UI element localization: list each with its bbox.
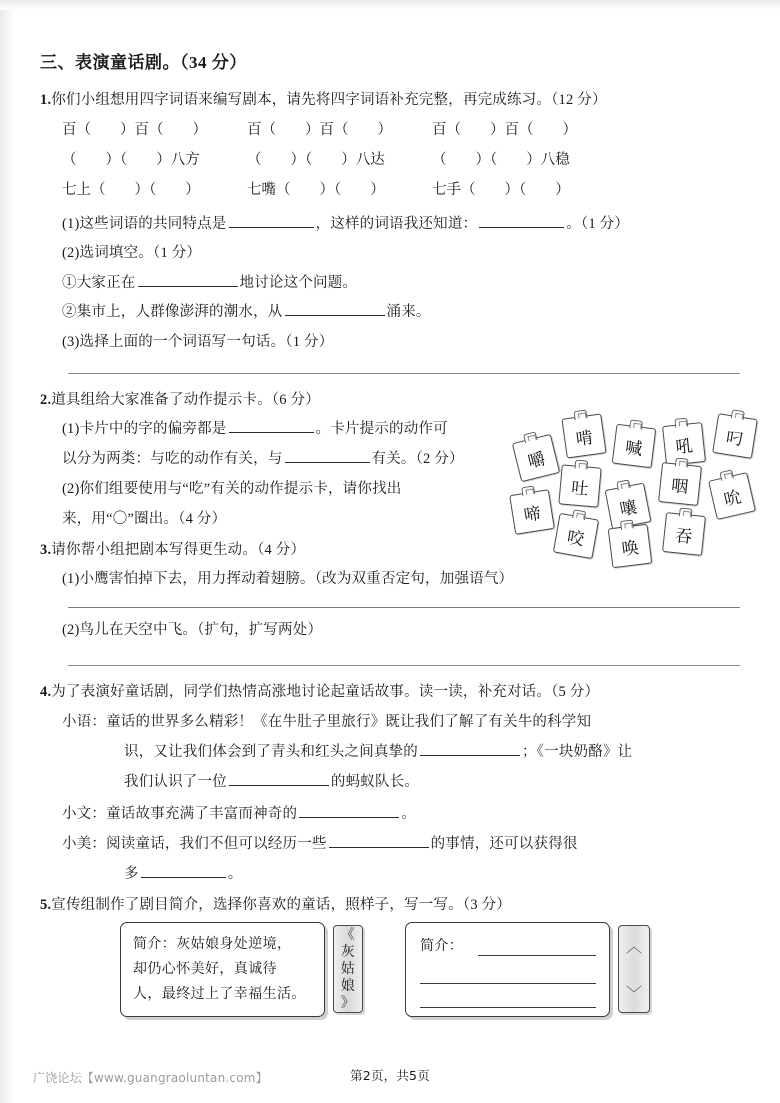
- character-card-label: 喊: [624, 437, 644, 460]
- answer-blank[interactable]: [141, 864, 226, 878]
- question-2-sub-2-line-1: (2)你们组要使用与“吃”有关的动作提示卡，请你找出: [62, 481, 402, 497]
- sample-intro-box: [120, 922, 325, 1017]
- action-character-cards: [512, 404, 762, 564]
- character-card-label: 吞: [674, 525, 694, 548]
- paper-clip-icon: [674, 418, 688, 428]
- q4-s1-l3-b: 的蚂蚁队长。: [330, 774, 420, 790]
- answer-intro-box[interactable]: [405, 922, 610, 1017]
- character-card[interactable]: [608, 524, 653, 569]
- writing-rule[interactable]: [68, 373, 740, 374]
- paper-clip-icon: [573, 409, 587, 420]
- answer-line[interactable]: [478, 955, 596, 956]
- q2-s1-l2-a: 以分为两类：与吃的动作有关，与: [62, 451, 283, 467]
- dialogue-line-xiaoyu-1: [62, 710, 591, 731]
- character-card-label: 咽: [670, 475, 690, 498]
- question-1-stem-text: 你们小组想用四字词语来编写剧本，请先将四字词语补充完整，再完成练习。（12 分）: [51, 92, 607, 108]
- question-3-stem: [40, 538, 305, 559]
- question-2-stem: [40, 388, 320, 409]
- phrase-row-1: [62, 118, 617, 139]
- title-char: 姑: [340, 961, 356, 977]
- q1-sub1-text-a: (1)这些词语的共同特点是: [62, 216, 227, 232]
- phrase-row-2: [62, 148, 617, 169]
- sample-intro-text: [121, 923, 324, 1007]
- answer-line[interactable]: [68, 607, 740, 608]
- question-2-stem-text: 道具组给大家准备了动作提示卡。（6 分）: [51, 392, 320, 408]
- character-card[interactable]: [658, 462, 702, 506]
- answer-blank[interactable]: [329, 834, 429, 848]
- phrase-cell: 百（ ）百（ ）: [62, 122, 207, 138]
- paper-clip-icon: [675, 457, 689, 467]
- question-1-sub-2-item-2: [62, 300, 431, 321]
- q4-s3-l1-a: 阅读童话，我们不但可以经历一些: [106, 836, 327, 852]
- question-1-stem: [40, 88, 607, 109]
- character-card[interactable]: [662, 512, 706, 556]
- title-char: 《: [340, 927, 356, 943]
- paper-clip-icon: [629, 419, 643, 430]
- question-4-number: 4.: [40, 684, 52, 700]
- speaker-xiaoyu: 小语：: [62, 714, 107, 730]
- chevron-down-icon: ﹀: [625, 984, 642, 1003]
- character-card-label: 唤: [620, 537, 640, 560]
- character-card-label: 吼: [674, 435, 694, 458]
- paper-clip-icon: [719, 469, 734, 481]
- character-card[interactable]: [553, 513, 599, 559]
- dialogue-line-xiaoyu-3: [124, 770, 419, 791]
- q1-s2-i2-a: ②集市上，人群像澎湃的潮水，从: [62, 304, 283, 320]
- paper-clip-icon: [523, 431, 538, 443]
- sample-line-1: 简介：灰姑娘身处逆境，: [133, 937, 292, 952]
- page-top-shadow: [0, 0, 780, 10]
- answer-blank[interactable]: [229, 419, 314, 433]
- paper-clip-icon: [731, 409, 745, 420]
- title-char: 》: [340, 995, 356, 1011]
- section-title: 三、表演童话剧。（34 分）: [40, 53, 247, 72]
- dialogue-line-xiaomei-2: [124, 862, 242, 883]
- phrase-cell: 百（ ）百（ ）: [247, 122, 392, 138]
- speaker-xiaowen: 小文：: [62, 806, 107, 822]
- paper-clip-icon: [575, 459, 589, 469]
- q2-s1-l1-a: (1)卡片中的字的偏旁都是: [62, 421, 227, 437]
- q4-s3-l2-a: 多: [124, 866, 139, 882]
- answer-blank[interactable]: [229, 772, 329, 786]
- q4-s1-l2-a: 识，又让我们体会到了青头和红头之间真挚的: [124, 744, 418, 760]
- question-1-sub-3: (3)选择上面的一个词语写一句话。（1 分）: [62, 334, 334, 350]
- phrase-cell: （ ）（ ）八达: [247, 152, 385, 168]
- character-card[interactable]: [512, 434, 560, 482]
- answer-blank[interactable]: [138, 273, 238, 287]
- character-card-label: 吮: [722, 486, 744, 511]
- phrase-cell: 七手（ ）（ ）: [432, 182, 570, 198]
- character-card[interactable]: [712, 413, 758, 459]
- paper-clip-icon: [620, 519, 634, 530]
- question-3-number: 3.: [40, 542, 52, 558]
- answer-blank[interactable]: [299, 804, 399, 818]
- question-4-stem: [40, 680, 599, 701]
- dialogue-line-xiaomei-1: [62, 832, 578, 853]
- question-3-sub-1: (1)小鹰害怕掉下去，用力挥动着翅膀。（改为双重否定句，加强语气）: [62, 571, 514, 587]
- phrase-row-3: [62, 178, 617, 199]
- question-1-sub-2-item-1: [62, 271, 357, 292]
- q4-s3-l2-b: 。: [227, 866, 243, 882]
- question-5-stem-text: 宣传组制作了剧目简介，选择你喜欢的童话，照样子，写一写。（3 分）: [51, 897, 512, 913]
- dialogue-line-xiaoyu-2: [124, 740, 632, 761]
- q2-s1-l1-b: 。卡片提示的动作可: [315, 421, 448, 437]
- phrase-cell: 七嘴（ ）（ ）: [247, 182, 385, 198]
- answer-blank[interactable]: [479, 214, 564, 228]
- answer-line[interactable]: [420, 1007, 596, 1008]
- footer-page-number: 第2页，共5页: [350, 1068, 430, 1083]
- character-card-label: 啃: [574, 427, 595, 450]
- phrase-cell: （ ）（ ）八方: [62, 152, 200, 168]
- paper-clip-icon: [521, 485, 535, 496]
- chevron-up-icon: ︿: [625, 937, 642, 956]
- paper-clip-icon: [572, 509, 586, 520]
- title-char: 灰: [340, 944, 356, 960]
- q1-s2-i1-b: 地讨论这个问题。: [239, 275, 358, 291]
- question-3-sub-2: (2)鸟儿在天空中飞。（扩句，扩写两处）: [62, 622, 323, 638]
- q4-s1-l3-a: 我们认识了一位: [124, 774, 227, 790]
- character-card[interactable]: [708, 472, 756, 520]
- q1-sub1-text-b: ，这样的词语我还知道：: [315, 216, 478, 232]
- character-card[interactable]: [561, 413, 606, 458]
- question-2-number: 2.: [40, 392, 52, 408]
- answer-box-label: 简介：: [420, 939, 464, 954]
- q4-s2-l1-a: 童话故事充满了丰富而神奇的: [106, 806, 298, 822]
- phrase-cell: 百（ ）百（ ）: [432, 122, 577, 138]
- paper-clip-icon: [679, 507, 693, 517]
- character-card-label: 嚷: [618, 497, 639, 520]
- q1-s2-i2-b: 涌来。: [386, 304, 431, 320]
- q4-s2-l1-b: 。: [401, 806, 416, 822]
- sample-line-3: 人，最终过上了幸福生活。: [133, 987, 306, 1002]
- character-card-label: 啼: [522, 503, 543, 526]
- phrase-cell: （ ）（ ）八稳: [432, 152, 570, 168]
- character-card-label: 咬: [565, 527, 586, 550]
- question-1-sub-1: [62, 212, 629, 233]
- page-left-shadow: [0, 0, 14, 1103]
- answer-blank[interactable]: [285, 449, 370, 463]
- answer-blank[interactable]: [285, 302, 385, 316]
- footer-watermark: 广饶论坛【www.guangraoluntan.com】: [33, 1071, 268, 1085]
- question-5-number: 5.: [40, 897, 52, 913]
- title-char: 娘: [340, 978, 356, 994]
- character-card-label: 叼: [724, 427, 745, 450]
- q1-s2-i1-a: ①大家正在: [62, 275, 136, 291]
- speaker-xiaomei: 小美：: [62, 836, 107, 852]
- question-2-sub-1-line-1: [62, 417, 448, 438]
- character-card-label: 嚼: [525, 448, 548, 473]
- character-card-label: 吐: [570, 477, 590, 500]
- dialogue-line-xiaowen: [62, 802, 416, 823]
- character-card[interactable]: [509, 489, 555, 535]
- answer-line[interactable]: [420, 983, 596, 984]
- question-3-stem-text: 请你帮小组把剧本写得更生动。（4 分）: [51, 542, 306, 558]
- question-1-sub-2: (2)选词填空。（1 分）: [62, 245, 202, 261]
- question-5-stem: [40, 893, 511, 914]
- question-1-number: 1.: [40, 92, 52, 108]
- question-4-stem-text: 为了表演好童话剧，同学们热情高涨地讨论起童话故事。读一读，补充对话。（5 分）: [51, 684, 600, 700]
- phrase-cell: 七上（ ）（ ）: [62, 182, 200, 198]
- sample-line-2: 却仍心怀美好，真诚待: [133, 962, 277, 977]
- character-card[interactable]: [558, 464, 601, 507]
- sample-title-strip: [333, 925, 363, 1013]
- question-2-sub-2-line-2: 来，用“〇”圈出。（4 分）: [62, 511, 227, 527]
- answer-title-strip[interactable]: [618, 925, 650, 1013]
- answer-blank[interactable]: [229, 214, 314, 228]
- q4-s3-l1-b: 的事情，还可以获得很: [430, 836, 578, 852]
- paper-clip-icon: [616, 479, 630, 490]
- character-card[interactable]: [612, 424, 657, 469]
- q1-sub1-text-c: 。（1 分）: [566, 216, 630, 232]
- question-2-sub-1-line-2: [62, 447, 464, 468]
- answer-blank[interactable]: [420, 742, 520, 756]
- q4-s1-l1: 童话的世界多么精彩！《在牛肚子里旅行》既让我们了解了有关牛的科学知: [106, 714, 592, 730]
- q2-s1-l2-b: 有关。（2 分）: [371, 451, 464, 467]
- q4-s1-l2-b: ；《一块奶酪》让: [522, 744, 633, 760]
- writing-rule[interactable]: [68, 665, 740, 666]
